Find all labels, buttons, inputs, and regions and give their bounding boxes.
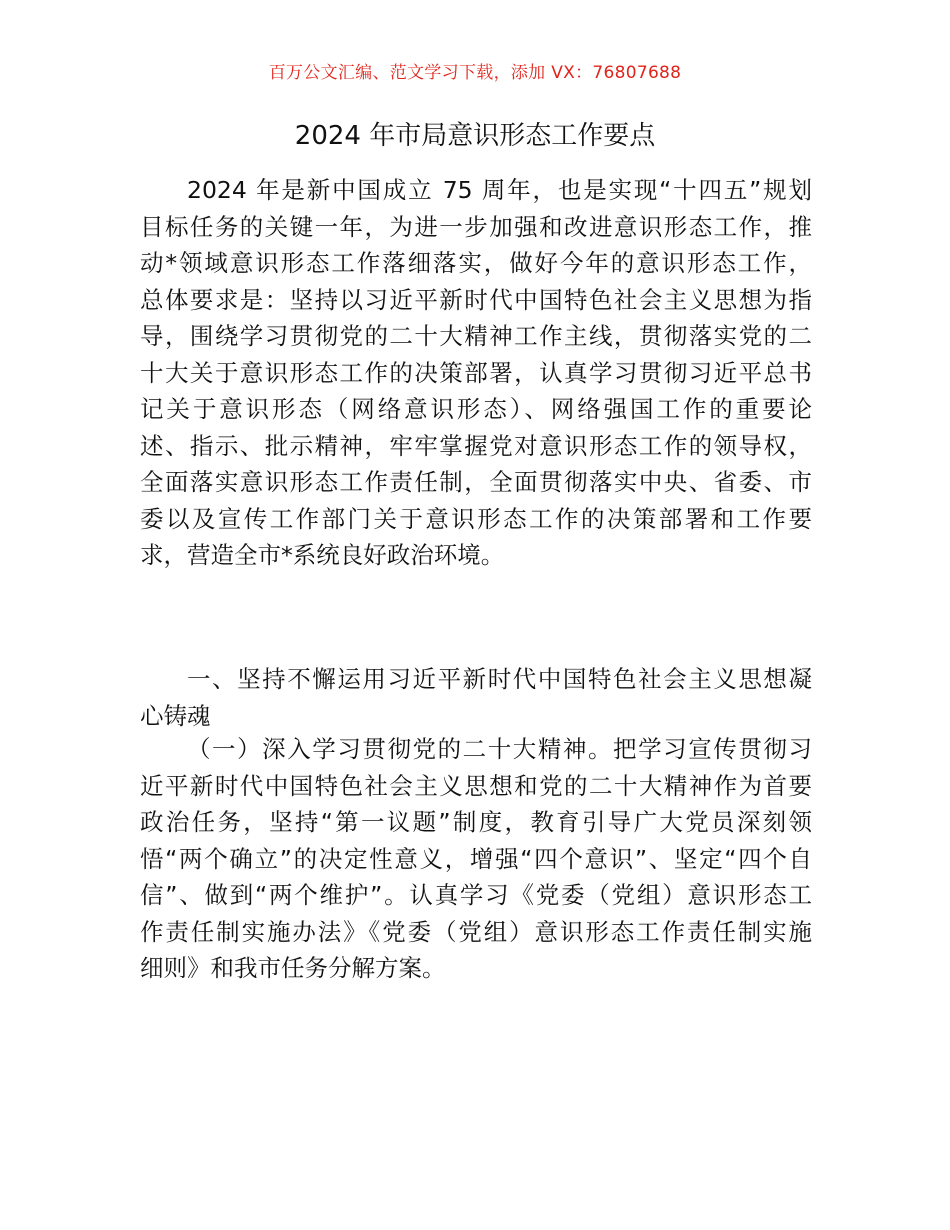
paragraph-intro (140, 172, 812, 574)
heading-line: 心铸魂 (140, 701, 211, 730)
paragraph-line: 政治任务，坚持“第一议题”制度，教育引导广大党员深刻领 (140, 808, 812, 836)
paragraph-line: 求，营造全市*系统良好政治环境。 (140, 541, 505, 569)
paragraph-line: 十大关于意识形态工作的决策部署，认真学习贯彻习近平总书 (140, 358, 812, 387)
paragraph-line: （一）深入学习贯彻党的二十大精神。把学习宣传贯彻习 (187, 735, 812, 763)
paragraph-line: 信”、做到“两个维护”。认真学习《党委（党组）意识形态工 (140, 881, 812, 909)
paragraph-line: 悟“两个确立”的决定性意义，增强“四个意识”、坚定“四个自 (140, 844, 812, 873)
paragraph-line: 动*领域意识形态工作落细落实，做好今年的意识形态工作， (140, 249, 812, 277)
paragraph-line: 全面落实意识形态工作责任制，全面贯彻落实中央、省委、市 (140, 468, 812, 496)
paragraph-line: 目标任务的关键一年，为进一步加强和改进意识形态工作，推 (140, 212, 812, 241)
document-title: 2024 年市局意识形态工作要点 (294, 121, 656, 151)
paragraph-line: 述、指示、批示精神，牢牢掌握党对意识形态工作的领导权， (140, 431, 812, 460)
paragraph-line: 委以及宣传工作部门关于意识形态工作的决策部署和工作要 (140, 504, 812, 533)
paragraph-line: 近平新时代中国特色社会主义思想和党的二十大精神作为首要 (140, 771, 812, 800)
paragraph-line: 2024 年是新中国成立 75 周年，也是实现“十四五”规划 (187, 176, 812, 204)
paragraph-line: 细则》和我市任务分解方案。 (140, 954, 446, 982)
paragraph-line: 记关于意识形态（网络意识形态）、网络强国工作的重要论 (140, 395, 812, 423)
paragraph-line: 总体要求是：坚持以习近平新时代中国特色社会主义思想为指 (140, 285, 812, 314)
paragraph-line: 导，围绕学习贯彻党的二十大精神工作主线，贯彻落实党的二 (140, 322, 812, 350)
paragraph-line: 作责任制实施办法》《党委（党组）意识形态工作责任制实施 (140, 917, 812, 946)
paragraph-subsection-1 (140, 731, 812, 987)
heading-line: 一、坚持不懈运用习近平新时代中国特色社会主义思想凝 (187, 665, 812, 693)
header-watermark: 百万公文汇编、范文学习下载，添加 VX：76807688 (268, 63, 682, 83)
section-heading (140, 661, 812, 734)
